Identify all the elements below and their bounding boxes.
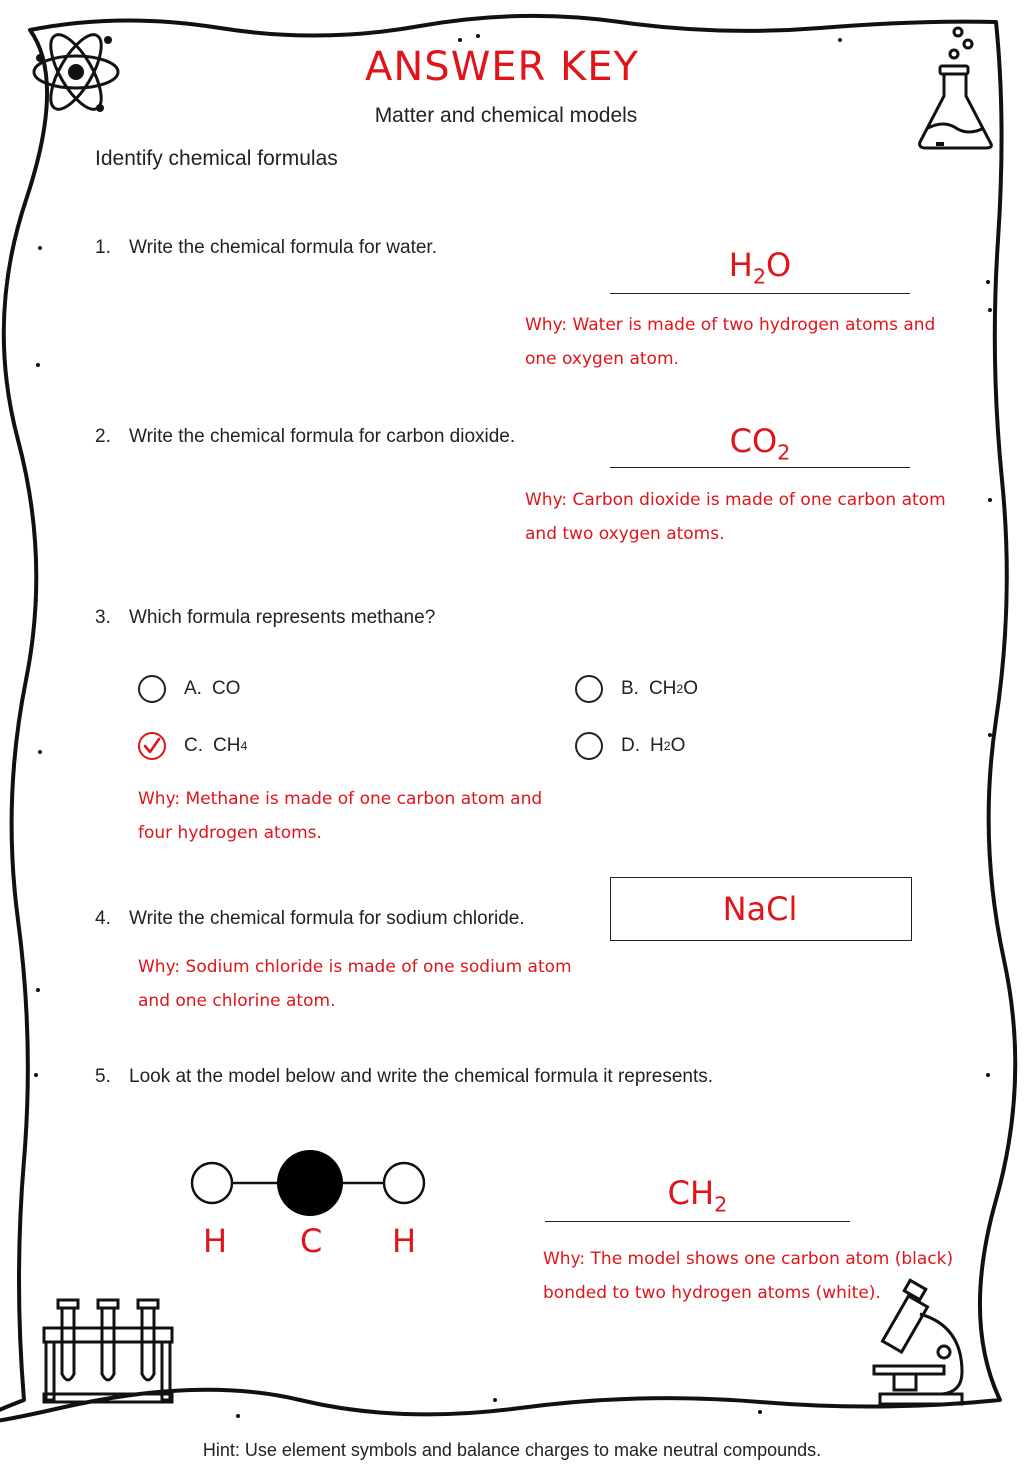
answer-2: $CO_2$ [729,422,791,465]
section-heading: Identify chemical formulas [95,147,338,170]
hint-text: Hint: Use element symbols and balance charges to make neutral compounds. [202,1440,822,1460]
option-d[interactable]: D. H 2 O [575,732,685,760]
question-number: 3. [95,607,111,628]
explanation-4: Why: Sodium chloride is made of one sodium atom and one chlorine atom. [138,957,572,1011]
question-text: Look at the model below and write the chemical formula it represents. [129,1066,714,1087]
radio-circle[interactable] [575,732,603,760]
question-number: 2. [95,426,111,447]
model-label-c: C [300,1222,323,1260]
question-5 [95,1066,713,1088]
question-number: 1. [95,237,111,258]
explanation-2: Why: Carbon dioxide is made of one carbon atom and two oxygen atoms. [525,490,946,544]
radio-circle[interactable] [575,675,603,703]
radio-circle-selected[interactable] [138,732,166,760]
explanation-3: Why: Methane is made of one carbon atom and four hydrogen atoms. [138,789,543,843]
question-text: Write the chemical formula for water. [129,237,437,258]
answer-line-5 [545,1221,850,1222]
molecule-model [190,1145,430,1221]
question-number: 4. [95,908,111,929]
hydrogen-atom [192,1163,232,1203]
page-title: ANSWER KEY [365,44,639,90]
test-tubes-icon [40,1294,176,1406]
explanation-1: Why: Water is made of two hydrogen atoms and one oxygen atom. [525,315,936,369]
question-text: Write the chemical formula for sodium chloride. [129,908,525,929]
model-label-h2: H [392,1222,417,1260]
option-a[interactable]: A. CO [138,675,240,703]
question-number: 5. [95,1066,111,1087]
question-text: Write the chemical formula for carbon dioxide. [129,426,516,447]
question-4 [95,908,525,930]
question-3 [95,607,435,629]
answer-1: $H_2O$ [728,246,792,289]
question-2 [95,426,515,448]
model-label-h1: H [203,1222,228,1260]
checkmark-icon [140,734,164,758]
option-c[interactable]: C. CH 4 [138,732,247,760]
page-subtitle: Matter and chemical models [374,104,638,127]
radio-circle[interactable] [138,675,166,703]
carbon-atom [277,1150,343,1216]
hydrogen-atom [384,1163,424,1203]
question-text: Which formula represents methane? [129,607,436,628]
question-1 [95,237,437,259]
answer-line-1 [610,293,910,294]
answer-line-2 [610,467,910,468]
answer-5: $CH_2$ [667,1174,728,1217]
answer-4: NaCl [722,890,798,928]
explanation-5: Why: The model shows one carbon atom (black) bonded to two hydrogen atoms (white). [543,1249,954,1303]
option-b[interactable]: B. CH 2 O [575,675,698,703]
